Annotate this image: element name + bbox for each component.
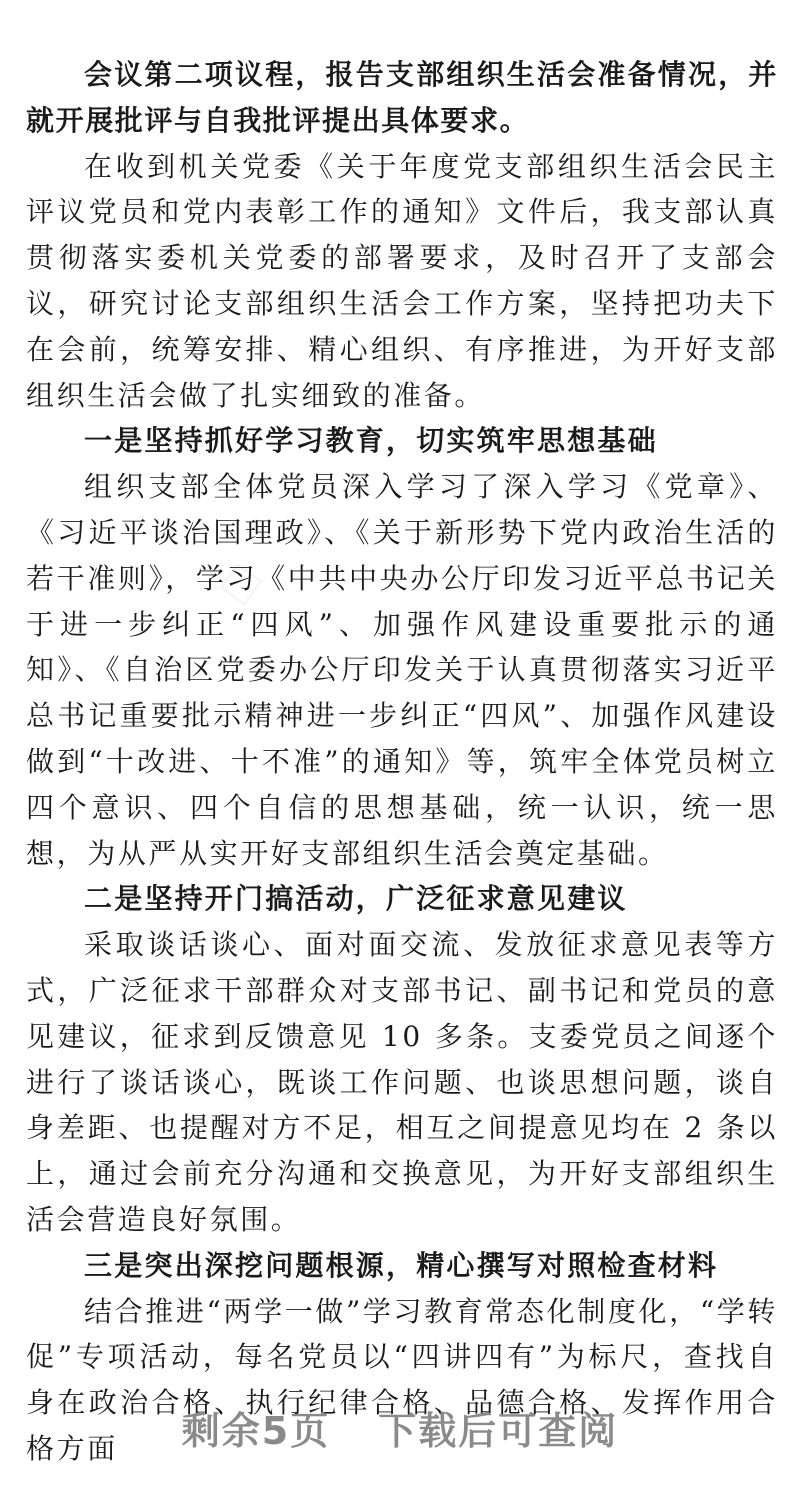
- download-prompt[interactable]: [0, 1400, 800, 1455]
- paragraph-intro: 会议第二项议程，报告支部组织生活会准备情况，并就开展批评与自我批评提出具体要求。: [26, 58, 778, 137]
- section-heading-1: 一是坚持抓好学习教育，切实筑牢思想基础: [84, 424, 658, 458]
- section-heading-3: 三是突出深挖问题根源，精心撰写对照检查材料: [84, 1248, 719, 1282]
- document-body: [26, 52, 778, 1472]
- paragraph-study: 组织支部全体党员深入学习了深入学习《党章》、《习近平谈治国理政》、《关于新形势下党内政治生活的若干准则》，学习《中共中央办公厅印发习近平总书记关于进一步纠正“四风”、加强作风建设重要批示的通知》、《自治区党委办公厅印发关于认真贯彻落实习近平总书记重要批示精神进一步纠正“四风”、加强作风建设做到“十改进、十不准”的通知》等，筑牢全体党员树立四个意识、四个自信的思想基础，统一认识，统一思想，为从严从实开好支部组织生活会奠定基础。: [26, 470, 778, 870]
- paragraph-preparation: 在收到机关党委《关于年度党支部组织生活会民主评议党员和党内表彰工作的通知》文件后，我支部认真贯彻落实委机关党委的部署要求，及时召开了支部会议，研究讨论支部组织生活会工作方案，坚持把功夫下在会前，统筹安排、精心组织、有序推进，为开好支部组织生活会做了扎实细致的准备。: [26, 149, 778, 412]
- paragraph-materials: 结合推进“两学一做”学习教育常态化制度化，“学转促”专项活动，每名党员以“四讲四有”为标尺，查找自身在政治合格、执行纪律合格、品德合格、发挥作用合格方面: [26, 1294, 778, 1465]
- section-heading-2: 二是坚持开门搞活动，广泛征求意见建议: [84, 882, 628, 916]
- remaining-pages-text: 剩余5页: [181, 1409, 331, 1453]
- paragraph-opinions: 采取谈话谈心、面对面交流、发放征求意见表等方式，广泛征求干部群众对支部书记、副书记和党员的意见建议，征求到反馈意见 10 多条。支委党员之间逐个进行了谈话谈心，既谈工作问题、也谈思想问题，谈自身差距、也提醒对方不足，相互之间提意见均在 2 条以上，通过会前充分沟通和交换意见，为开好支部组织生活会营造良好氛围。: [26, 928, 778, 1236]
- download-to-view-text: 下载后可查阅: [378, 1409, 619, 1453]
